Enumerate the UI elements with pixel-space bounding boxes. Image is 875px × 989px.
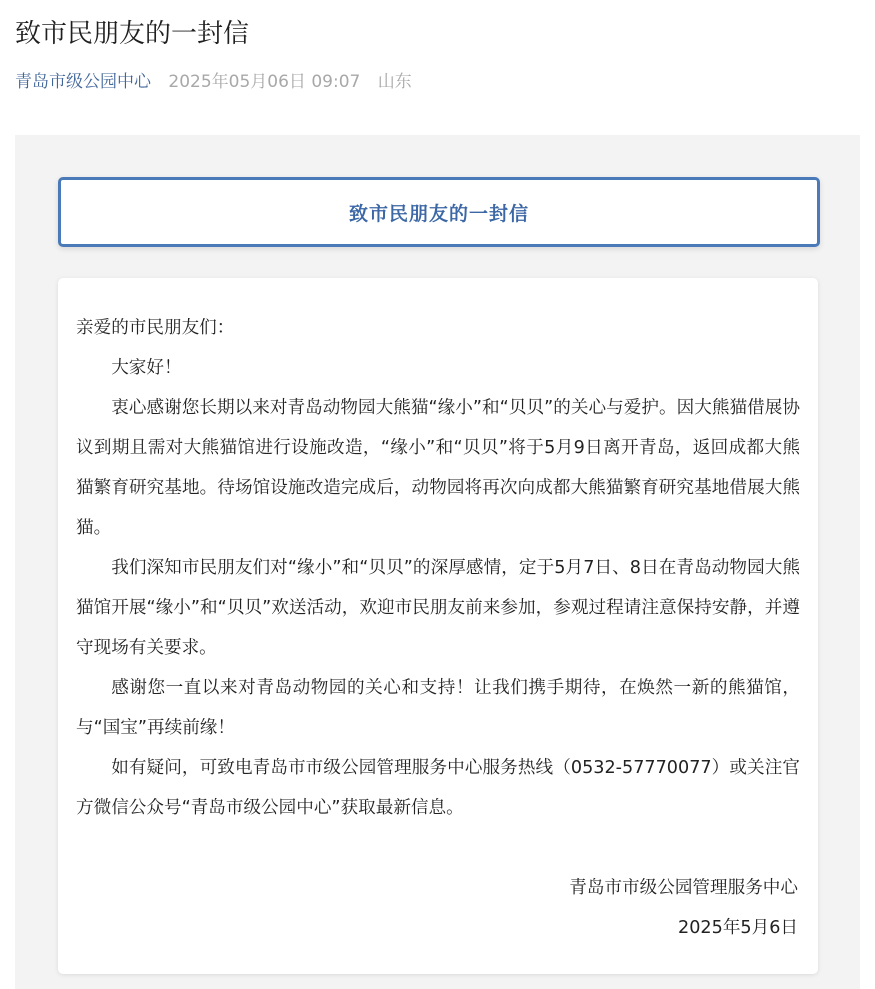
letter-paragraph: 我们深知市民朋友们对“缘小”和“贝贝”的深厚感情，定于5月7日、8日在青岛动物园大熊猫馆开展“缘小”和“贝贝”欢送活动，欢迎市民朋友前来参加，参观过程请注意保持安静，并遵守现场有关要求。 — [76, 558, 800, 658]
letter-panel — [15, 135, 860, 989]
signature-organization: 青岛市市级公园管理服务中心 — [569, 878, 798, 898]
publish-date: 2025年05月06日 09:07 — [168, 72, 361, 92]
article-meta — [15, 68, 412, 96]
letter-paragraph: 感谢您一直以来对青岛动物园的关心和支持！让我们携手期待，在焕然一新的熊猫馆，与“国宝”再续前缘！ — [76, 678, 800, 738]
letter-paragraph: 衷心感谢您长期以来对青岛动物园大熊猫“缘小”和“贝贝”的关心与爱护。因大熊猫借展协议到期且需对大熊猫馆进行设施改造，“缘小”和“贝贝”将于5月9日离开青岛，返回成都大熊猫繁育研究基地。待场馆设施改造完成后，动物园将再次向成都大熊猫繁育研究基地借展大熊猫。 — [76, 398, 800, 538]
account-name-link[interactable]: 青岛市级公园中心 — [15, 72, 151, 92]
letter-banner — [58, 177, 820, 247]
banner-title: 致市民朋友的一封信 — [348, 202, 529, 225]
signature-date: 2025年5月6日 — [678, 918, 798, 938]
article-title: 致市民朋友的一封信 — [15, 19, 250, 49]
letter-greeting: 大家好！ — [111, 358, 182, 378]
letter-paragraph: 如有疑问，可致电青岛市市级公园管理服务中心服务热线（0532-57770077）或关注官方微信公众号“青岛市级公园中心”获取最新信息。 — [76, 758, 800, 818]
letter-spacer — [76, 828, 800, 868]
publish-location: 山东 — [377, 72, 412, 92]
letter-salutation: 亲爱的市民朋友们： — [76, 318, 235, 338]
letter-card — [58, 278, 818, 974]
